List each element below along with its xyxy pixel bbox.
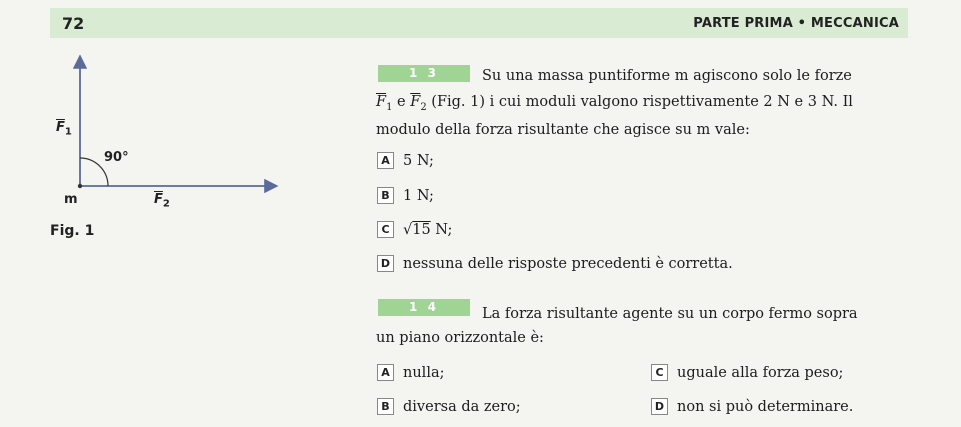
q13-line3: modulo della forza risultante che agisce su m vale: bbox=[376, 122, 750, 138]
question-14-badge: 1 4 bbox=[378, 299, 470, 316]
label-f2: $\overline{F}_2$ bbox=[154, 192, 170, 210]
q14-option-a-text: nulla; bbox=[403, 365, 445, 381]
q14-option-a-box[interactable]: A bbox=[377, 364, 394, 381]
q13-option-d-text: nessuna delle risposte precedenti è corretta. bbox=[403, 256, 733, 272]
q13-option-d-box[interactable]: D bbox=[377, 255, 394, 272]
label-angle: 90° bbox=[104, 150, 129, 165]
section-title: PARTE PRIMA • MECCANICA bbox=[693, 16, 899, 31]
q13-option-a-box[interactable]: A bbox=[377, 152, 394, 169]
q13-option-c-box[interactable]: C bbox=[377, 221, 394, 238]
question-13-badge: 1 3 bbox=[378, 65, 470, 82]
q13-line2: $\overline{F}_1$ e $\overline{F}_2$ (Fig. 1) i cui moduli valgono rispettivamente 2 N e 3 N. Il bbox=[376, 94, 853, 113]
q14-option-b-text: diversa da zero; bbox=[403, 399, 521, 415]
figure-1-diagram bbox=[0, 40, 300, 270]
q13-option-b-box[interactable]: B bbox=[377, 187, 394, 204]
figure-caption: Fig. 1 bbox=[50, 223, 95, 239]
q13-option-a-text: 5 N; bbox=[403, 153, 434, 169]
q14-option-c-box[interactable]: C bbox=[651, 364, 668, 381]
q13-option-c-text: √15 N; bbox=[403, 222, 453, 238]
label-mass: m bbox=[64, 192, 78, 207]
q14-line1: La forza risultante agente su un corpo fermo sopra bbox=[482, 306, 858, 322]
q13-option-b-text: 1 N; bbox=[403, 188, 434, 204]
mass-point bbox=[78, 184, 82, 188]
q14-option-c-text: uguale alla forza peso; bbox=[677, 365, 844, 381]
page-number: 72 bbox=[62, 14, 85, 33]
label-f1: $\overline{F}_1$ bbox=[56, 120, 72, 138]
q14-line2: un piano orizzontale è: bbox=[376, 330, 544, 346]
q14-option-b-box[interactable]: B bbox=[377, 398, 394, 415]
q13-line1: Su una massa puntiforme m agiscono solo le forze bbox=[482, 68, 852, 84]
q14-option-d-text: non si può determinare. bbox=[677, 399, 854, 415]
q14-option-d-box[interactable]: D bbox=[651, 398, 668, 415]
